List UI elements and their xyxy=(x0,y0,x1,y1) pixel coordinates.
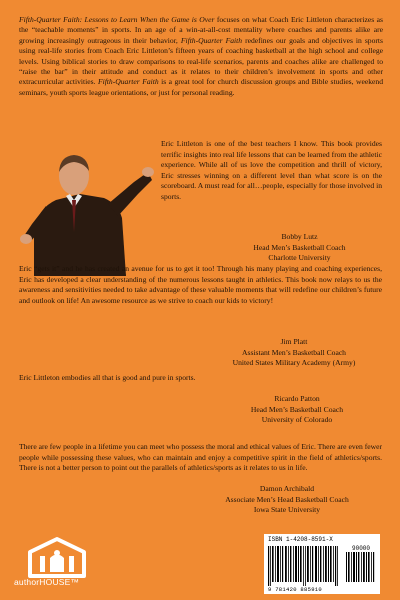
endorsement-quote: Eric Littleton is one of the best teachers I know. This book provides terrific insights into real life lessons that can be learned from the athletic experience. While all of us love the competition and thrill of victory, Eric stresses winning on a different level than what score is on the scoreboard. A must read for all…people, especially for those involved in sports. xyxy=(161,139,382,201)
endorser-title: Associate Men’s Head Basketball Coach xyxy=(225,494,349,504)
book-title: Fifth-Quarter Faith: Lessons to Learn When the Game is Over xyxy=(19,15,215,24)
endorser-name: Jim Platt xyxy=(280,337,308,346)
endorser-title: Head Men’s Basketball Coach xyxy=(250,404,344,414)
endorsement-attribution xyxy=(222,232,377,264)
endorsement-attribution xyxy=(214,337,374,369)
author-photo xyxy=(14,136,154,276)
back-cover-blurb: Fifth-Quarter Faith: Lessons to Learn When the Game is Over focuses on what Coach Eric Littleton characterizes as the “teachable moments” in sports. In an age of a win-at-all-cost mentality where coaches and parents alike are growing increasingly outrageous in their behavior, Fifth-Quarter Faith redefines our goals and objectives in sports using real-life stories from Coach Eric Littleton’s fifteen years of coaching basketball at the high school and college levels. Using biblical stories to draw comparisons to real-life scenarios, parents and coaches alike are challenged to “raise the bar” in their attitude and conduct as it relates to their children’s involvement in sports and other extracurricular activities. Fifth-Quarter Faith is a great tool for church discussion groups and Bible studies, weekend seminars, youth sports league orientations, or just for personal reading. xyxy=(19,15,383,97)
book-title: Fifth-Quarter Faith xyxy=(180,35,243,45)
book-title: Fifth-Quarter Faith xyxy=(97,77,159,87)
price-code: 90000 xyxy=(352,545,371,552)
endorser-org: Charlotte University xyxy=(268,253,331,263)
endorsement-attribution xyxy=(196,484,378,516)
endorser-org: United States Military Academy (Army) xyxy=(232,358,356,368)
endorser-name: Damon Archibald xyxy=(259,484,315,493)
endorser-name: Ricardo Patton xyxy=(274,394,320,403)
endorsement-quote: Eric Littleton embodies all that is good and pure in sports. xyxy=(19,373,196,382)
isbn-barcode xyxy=(264,534,380,594)
publisher-name: authorHOUSE™ xyxy=(14,577,80,587)
endorser-title: Assistant Men’s Basketball Coach xyxy=(242,347,346,357)
endorser-title: Head Men’s Basketball Coach xyxy=(253,242,346,252)
endorser-org: University of Colorado xyxy=(261,415,333,425)
barcode-number: 9 781420 885910 xyxy=(268,586,323,593)
endorsement-quote: Eric “gets it” and he has created an avenue for us to get it too! Through his many playing and coaching experiences, Eric has developed a clear understanding of the numerous lessons taught in athletics. This book now relays to us the awareness and sensitivities needed to take advantage of these valuable moments that will redefine our children’s future and outlook on life! An awesome resource as we strive to coach our kids to victory! xyxy=(19,264,382,305)
endorser-name: Bobby Lutz xyxy=(281,232,318,241)
isbn-text: ISBN 1-4208-8591-X xyxy=(268,536,333,543)
endorser-org: Iowa State University xyxy=(253,505,321,515)
barcode-icon xyxy=(264,534,380,594)
endorsement-attribution xyxy=(222,394,372,426)
endorsement-quote: There are few people in a lifetime you can meet who possess the moral and ethical values of Eric. There are even fewer people while possessing these values, who can maintain and enjoy a competitive spirit in the field of athletics/sports. There is not a better person to point out the parallels of athletics/sports as it relates to us in life. xyxy=(19,442,382,473)
